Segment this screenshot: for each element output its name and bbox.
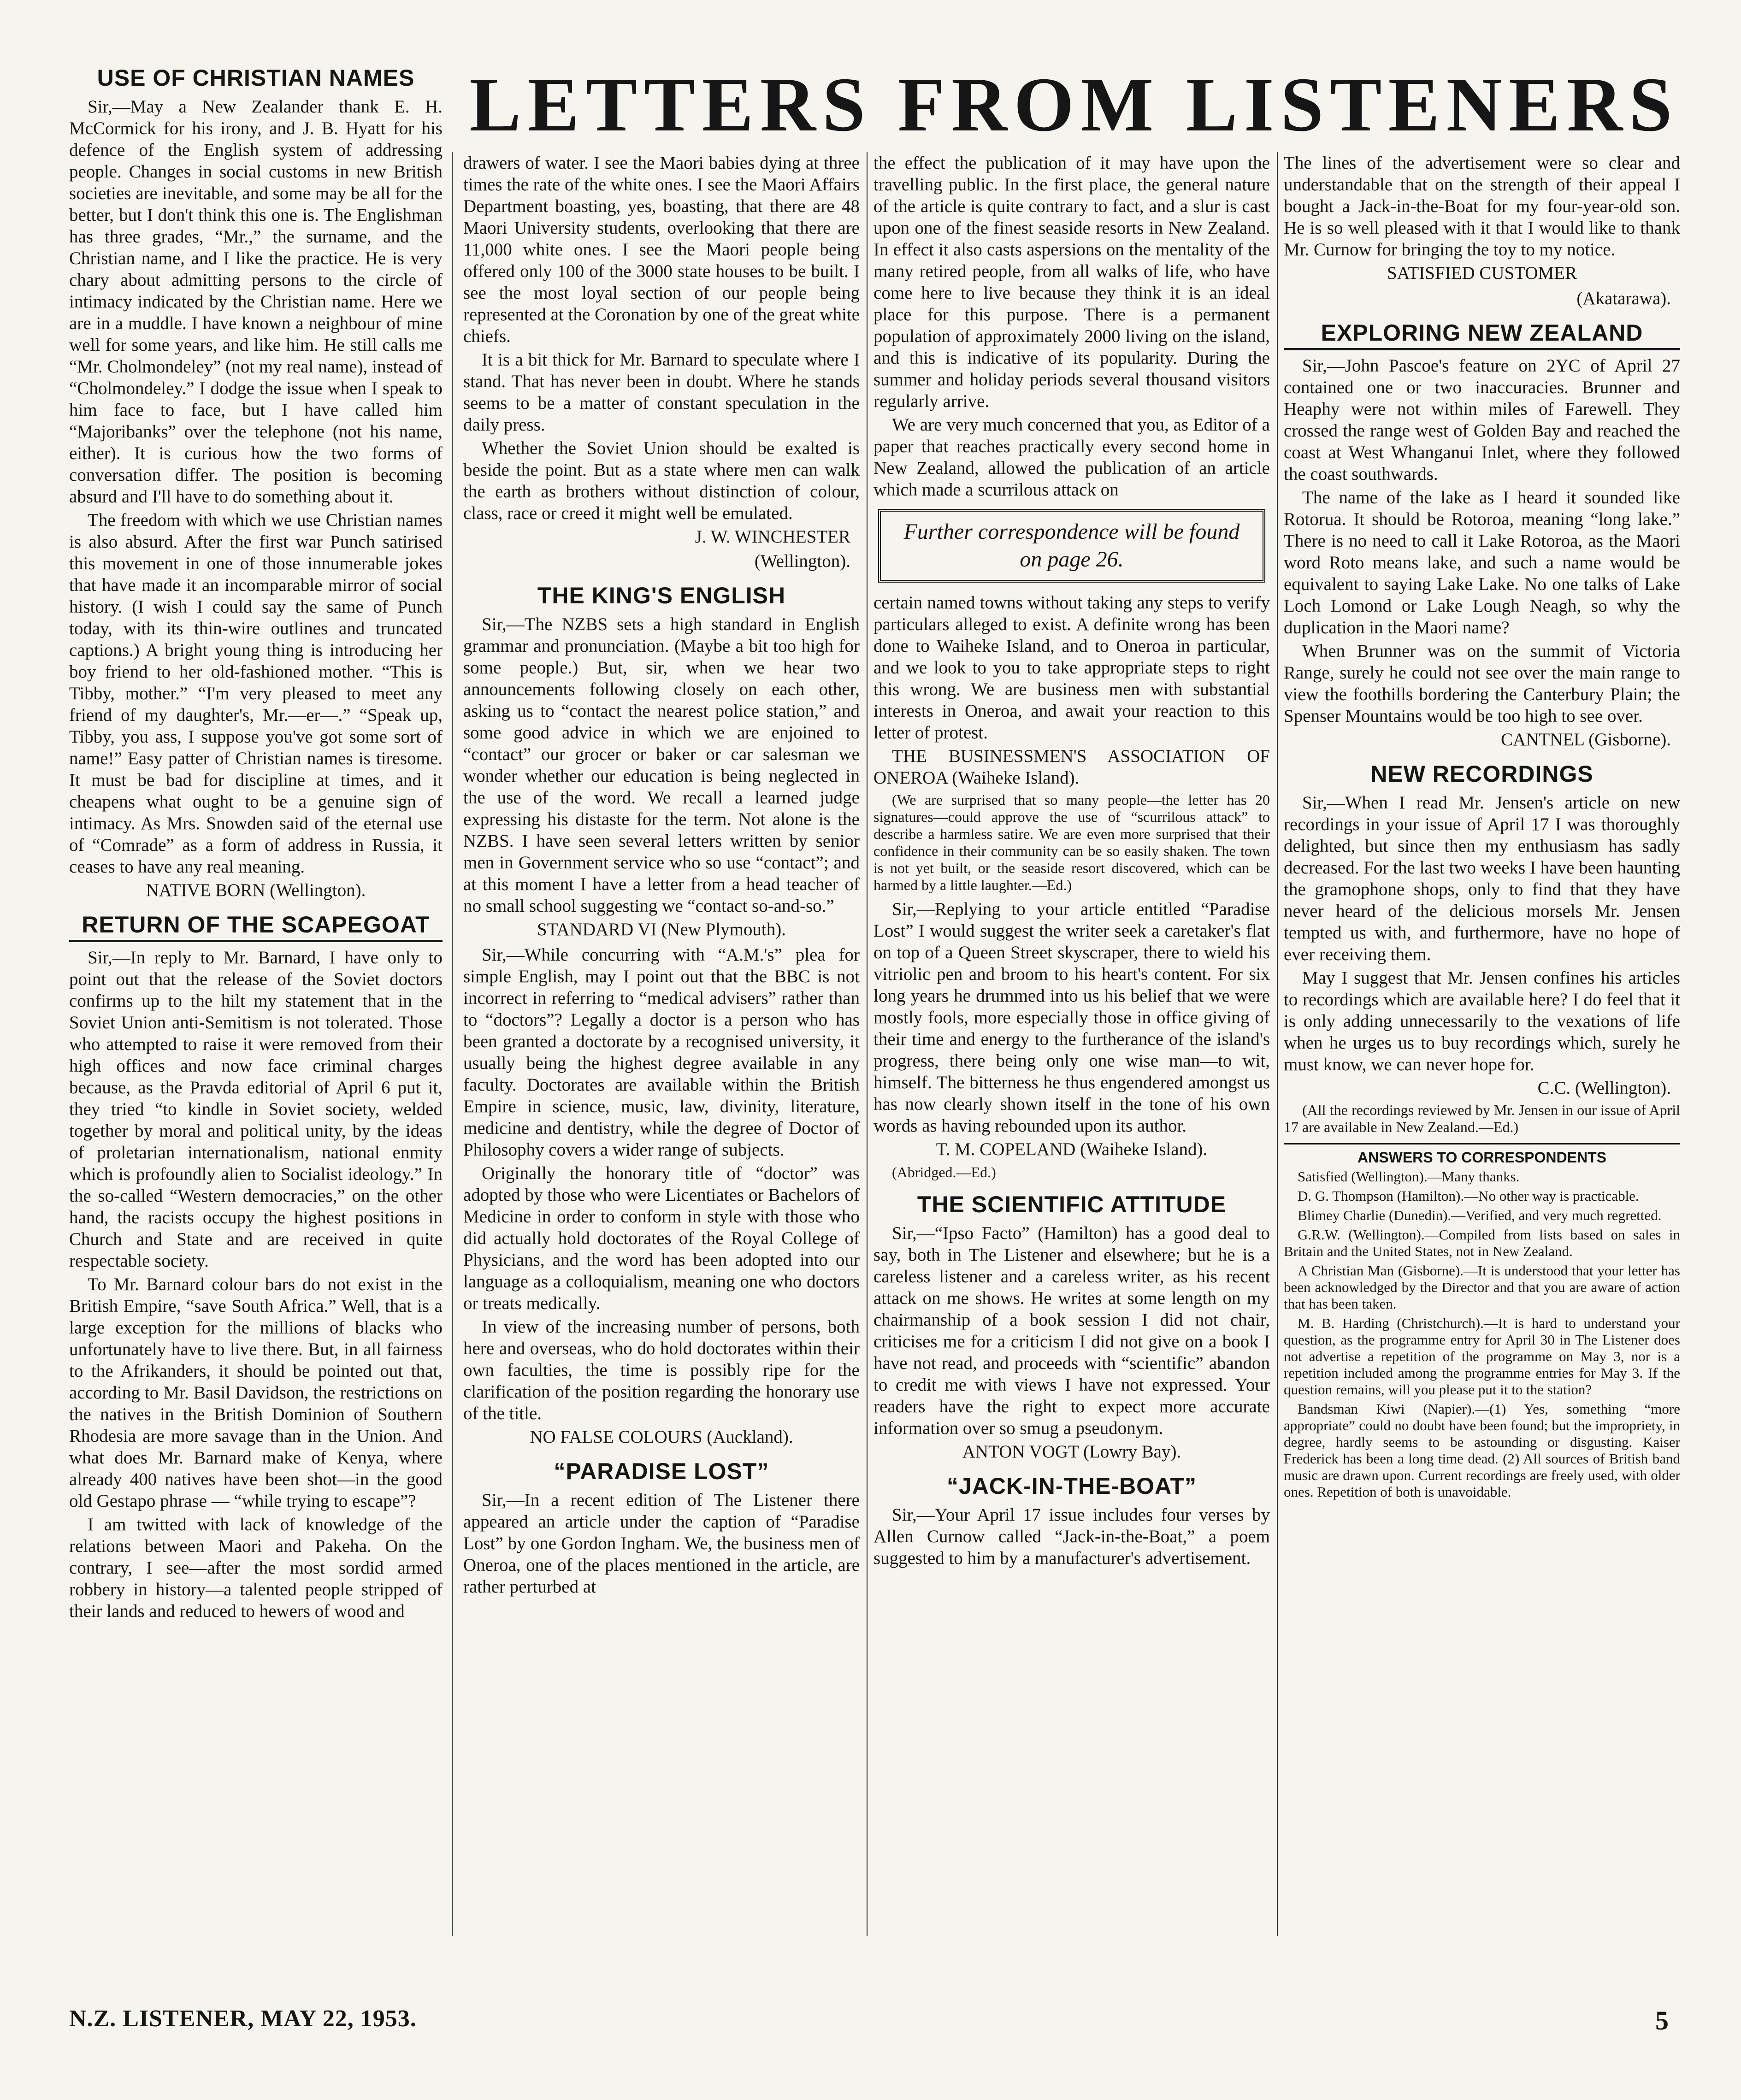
column-rule <box>1277 152 1278 1936</box>
section-heading: “PARADISE LOST” <box>554 1458 769 1484</box>
letter-paragraph: I am twitted with lack of knowledge of the relations between Maori and Pakeha. On the contrary, I see—after the most sordid armed robbery in history—a talented people stripped of their lands and reduced to hewers of wood and <box>69 1515 443 1621</box>
letter-paragraph: Sir,—Replying to your article entitled “Paradise Lost” I would suggest the writer seek a caretaker's flat on top of a Queen Street skyscraper, there to wield his vitriolic pen and broom to his heart's content. For six long years he drummed into us his belief that we were mostly fools, more especially those in office giving of their time and energy to the furtherance of the island's progress, there being only one wise man—to wit, himself. The bitterness he thus engendered amongst us has now clearly shown itself in the tone of his own words as having rebounded upon its author. <box>873 899 1270 1136</box>
page-number: 5 <box>1655 2006 1669 2035</box>
letter-paragraph: Sir,—In reply to Mr. Barnard, I have only to point out that the release of the Soviet doctors confirms up to the hilt my statement that in the Soviet Union anti-Semitism is not tolerated. Those who attempted to raise it were removed from their high offices and now face criminal charges because, as the Pravda editorial of April 6 put it, they tried “to kindle in Soviet society, welded together by moral and political unity, by the ideas of proletarian internationalism, national enmity which is profoundly alien to Socialist ideology.” In the so-called “Western democracies,” on the other hand, the racists occupy the highest positions in Church and State and are received in quite respectable society. <box>69 948 443 1271</box>
column-rule <box>867 152 868 1936</box>
editor-note: (Abridged.—Ed.) <box>892 1164 996 1180</box>
letter-signature-location: (Akatarawa). <box>1576 289 1671 308</box>
letter-paragraph: In view of the increasing number of persons, both here and overseas, who do hold doctorates within their own faculties, the time is possibly ripe for the clarification of the position regarding the honorary use of the title. <box>463 1317 860 1423</box>
letter-paragraph: Sir,—While concurring with “A.M.'s” plea for simple English, may I point out that the BBC is not incorrect in referring to “medical advisers” rather than to “doctors”? Legally a doctor is a person who has been granted a doctorate by a recognised university, it usually being the highest degree available in any faculty. Doctorates are available within the British Empire in science, music, law, divinity, literature, medicine and dentistry, while the degree of Doctor of Philosophy covers a wider range of subjects. <box>463 945 860 1160</box>
letter-paragraph: the effect the publication of it may have upon the travelling public. In the first place, the general nature of the article is quite contrary to fact, and a slur is cast upon one of the finest seaside resorts in New Zealand. In effect it also casts aspersions on the mentality of the many retired people, from all walks of life, who have come here to live because they think it is an ideal place for this purpose. There is a permanent population of approximately 2000 living on the island, and this is indicative of its popularity. During the summer and holiday periods several thousand visitors regularly arrive. <box>873 153 1270 411</box>
answer-item: Blimey Charlie (Dunedin).—Verified, and very much regretted. <box>1298 1207 1662 1223</box>
answer-item: Bandsman Kiwi (Napier).—(1) Yes, something “more appropriate” could no doubt have been found; but the impropriety, in degree, hardly seems to be astounding or disgusting. Kaiser Frederick has been a long time dead. (2) All sources of British band music are drawn upon. Current recordings are freely used, with older ones. Repetition of both is unavoidable. <box>1284 1401 1680 1500</box>
letter-paragraph: Sir,—“Ipso Facto” (Hamilton) has a good deal to say, both in The Listener and elsewhere; but he is a careless listener and a careless writer, as his recent attack on me shows. He writes at some length on my chairmanship of a book session I did not chair, criticises me for a criticism I did not give on a book I have not read, and proceeds with “scientific” abandon to credit me with views I have not expressed. Your readers have the right to expect more accurate information over so smug a pseudonym. <box>873 1223 1270 1438</box>
answer-item: Satisfied (Wellington).—Many thanks. <box>1298 1168 1520 1185</box>
letter-paragraph: To Mr. Barnard colour bars do not exist in the British Empire, “save South Africa.” Well, that is a large exception for the millions of blacks who unfortunately have to live there. But, in all fairness to the Afrikanders, it should be pointed out that, according to Mr. Basil Davidson, the restrictions on the natives in the British Dominion of Southern Rhodesia are more savage than in the Union. And what does Mr. Barnard make of Kenya, where already 400 natives have been shot—in the good old Gestapo phrase — “while trying to escape”? <box>69 1274 443 1511</box>
letter-paragraph: Sir,—May a New Zealander thank E. H. McCormick for his irony, and J. B. Hyatt for his defence of the English system of addressing people. Changes in social customs in new British societies are inevitable, and some may be all for the better, but I don't think this one is. The Englishman has three grades, “Mr.,” the surname, and the Christian name, and I like the practice. He is very chary about admitting persons to the circle of intimacy indicated by the Christian name. Here we are in a muddle. I have known a neighbour of mine well for some years, and like him. He still calls me “Mr. Cholmondeley” (not my real name), instead of “Cholmondeley.” I dodge the issue when I speak to him face to face, but I have called him “Majoribanks” over the telephone (not his name, either). It is curious how the two forms of conversation differ. The position is becoming absurd and I'll have to do something about it. <box>69 97 443 507</box>
column-2 <box>463 152 860 1945</box>
answer-item: G.R.W. (Wellington).—Compiled from lists based on sales in Britain and the United States, not in New Zealand. <box>1284 1227 1680 1259</box>
letter-paragraph: drawers of water. I see the Maori babies dying at three times the rate of the white ones. I see the Maori Affairs Department boasting, yes, boasting, that there are 48 Maori University students, overlooking that there are 11,000 white ones. I see the Maori people being offered only 100 of the 3000 state houses to be built. I see the most loyal section of our people being represented at the Coronation by one of the great white chiefs. <box>463 153 860 346</box>
letter-paragraph: Sir,—Your April 17 issue includes four verses by Allen Curnow called “Jack-in-the-Boat,” a poem suggested to him by a manufacturer's advertisement. <box>873 1505 1270 1568</box>
section-heading: THE SCIENTIFIC ATTITUDE <box>917 1192 1227 1217</box>
letter-paragraph: Originally the honorary title of “doctor” was adopted by those who were Licentiates or Bachelors of Medicine in order to conform in style with those who did actually hold doctorates of the Royal College of Physicians, and the word has been adopted into our language as a colloquialism, meaning one who doctors or treats medically. <box>463 1163 860 1313</box>
letter-paragraph: May I suggest that Mr. Jensen confines his articles to recordings which are available here? I do feel that it is only adding unnecessarily to the vexations of life when he urges us to buy recordings which, surely he must know, we can never hope for. <box>1284 968 1680 1074</box>
answers-to-correspondents <box>1284 1143 1680 1500</box>
letter-signature: NATIVE BORN (Wellington). <box>146 880 366 900</box>
letter-signature: C.C. (Wellington). <box>1537 1078 1671 1098</box>
letter-signature: ANTON VOGT (Lowry Bay). <box>962 1442 1181 1462</box>
letter-paragraph: When Brunner was on the summit of Victoria Range, surely he could not see over the main range to view the foothills bordering the Canterbury Plain; the Spenser Mountains would be too high to see over. <box>1284 641 1680 726</box>
letter-signature: STANDARD VI (New Plymouth). <box>537 920 786 939</box>
letter-signature: T. M. COPELAND (Waiheke Island). <box>936 1139 1208 1159</box>
editor-note: (We are surprised that so many people—the letter has 20 signatures—could approve the use of “scurrilous attack” to describe a harmless satire. We are even more surprised that their confidence in their community can be so easily shaken. The town is not yet built, or the seaside resort discovered, which can be harmed by a little laughter.—Ed.) <box>873 791 1270 893</box>
letter-paragraph: Sir,—In a recent edition of The Listener there appeared an article under the caption of “Paradise Lost” by one Gordon Ingham. We, the business men of Oneroa, one of the places mentioned in the article, are rather perturbed at <box>463 1490 860 1597</box>
answer-item: M. B. Harding (Christchurch).—It is hard to understand your question, as the programme entry for April 30 in The Listener does not advertise a repetition of the programme on May 3, nor is a repetition included among the programme entries for May 3. If the question remains, will you please put it to the station? <box>1284 1315 1680 1398</box>
letter-signature-location: (Wellington). <box>754 551 850 571</box>
letter-paragraph: The lines of the advertisement were so clear and understandable that on the strength of their appeal I bought a Jack-in-the-Boat for my four-year-old son. He is so well pleased with it that I would like to thank Mr. Curnow for bringing the toy to my notice. <box>1284 153 1680 260</box>
further-correspondence-box: Further correspondence will be found on page 26. <box>878 509 1265 583</box>
letter-paragraph: Sir,—When I read Mr. Jensen's article on new recordings in your issue of April 17 I was thoroughly delighted, but since then my enthusiasm has sadly decreased. For the last two weeks I have been haunting the gramophone shops, only to find that they have never heard of the delicious morsels Mr. Jensen tempted us with, and furthermore, have no hope of ever receiving them. <box>1284 793 1680 964</box>
column-4 <box>1284 152 1680 1945</box>
letter-signature: NO FALSE COLOURS (Auckland). <box>530 1427 793 1447</box>
publication-footer: N.Z. LISTENER, MAY 22, 1953. <box>69 2006 417 2032</box>
section-heading: THE KING'S ENGLISH <box>537 583 786 608</box>
letter-paragraph: It is a bit thick for Mr. Barnard to speculate where I stand. That has never been in doubt. Where he stands seems to be a matter of constant speculation in the daily press. <box>463 350 860 435</box>
section-heading: “JACK-IN-THE-BOAT” <box>946 1473 1197 1499</box>
editor-note: (All the recordings reviewed by Mr. Jensen in our issue of April 17 are available in New Zealand.—Ed.) <box>1284 1102 1680 1135</box>
letter-paragraph: Sir,—John Pascoe's feature on 2YC of April 27 contained one or two inaccuracies. Brunner and Heaphy were not within miles of Farewell. They crossed the range west of Golden Bay and reached the coast at West Whanganui Inlet, where they followed the coast southwards. <box>1284 356 1680 484</box>
column-1 <box>69 65 443 1941</box>
letter-signature: J. W. WINCHESTER <box>695 527 850 547</box>
answer-item: A Christian Man (Gisborne).—It is understood that your letter has been acknowledged by the Director and that you are aware of action that has been taken. <box>1284 1262 1680 1312</box>
section-heading: NEW RECORDINGS <box>1370 761 1593 787</box>
section-heading: EXPLORING NEW ZEALAND <box>1284 319 1680 350</box>
letter-paragraph: Whether the Soviet Union should be exalted is beside the point. But as a state where men can walk the earth as brothers without distinction of colour, class, race or creed it might well be emulated. <box>463 438 860 523</box>
section-heading: USE OF CHRISTIAN NAMES <box>97 65 415 91</box>
answers-heading: ANSWERS TO CORRESPONDENTS <box>1357 1149 1606 1166</box>
letter-signature: SATISFIED CUSTOMER <box>1387 263 1577 283</box>
masthead-title: LETTERS FROM LISTENERS <box>469 62 1679 147</box>
letter-paragraph: The name of the lake as I heard it sounded like Rotorua. It should be Rotoroa, meaning “long lake.” There is no need to call it Lake Rotoroa, as the Maori word Roto means lake, and such a name would be equivalent to saying Lake Lake. No one talks of Lake Loch Lomond or Lake Lough Neagh, so why the duplication in the Maori name? <box>1284 488 1680 637</box>
answer-item: D. G. Thompson (Hamilton).—No other way is practicable. <box>1298 1188 1639 1204</box>
letter-signature: THE BUSINESSMEN'S ASSOCIATION OF ONEROA (Waiheke Island). <box>873 746 1270 788</box>
column-3 <box>873 152 1270 1945</box>
letter-paragraph: We are very much concerned that you, as Editor of a paper that reaches practically every second home in New Zealand, allowed the publication of an article which made a scurrilous attack on <box>873 415 1270 500</box>
letter-paragraph: Sir,—The NZBS sets a high standard in English grammar and pronunciation. (Maybe a bit too high for some people.) But, sir, when we hear two announcements following closely on each other, asking us to “contact the nearest police station,” and some good advice in which we are enjoined to “contact” our grocer or baker or car salesman we wonder whether our education is being neglected in the use of the word. We recall a learned judge expressing his distaste for the term. Not alone is the NZBS. I have seen several letters written by senior men in Government service who so use “contact”; and at this moment I have a letter from a head teacher of no small school suggesting we “contact so-and-so.” <box>463 614 860 916</box>
section-heading: RETURN OF THE SCAPEGOAT <box>69 911 443 942</box>
letter-paragraph: certain named towns without taking any steps to verify particulars alleged to exist. A definite wrong has been done to Waiheke Island, and to Oneroa in particular, and we look to you to take appropriate steps to right this wrong. We are business men with substantial interests in Oneroa, and await your reaction to this letter of protest. <box>873 593 1270 743</box>
letter-signature: CANTNEL (Gisborne). <box>1501 730 1671 749</box>
letter-paragraph: The freedom with which we use Christian names is also absurd. After the first war Punch satirised this movement in one of those innumerable jokes that have made it an incomparable mirror of social history. (I wish I could say the same of Punch today, with its thin-wire outlines and truncated captions.) A bright young thing is introducing her boy friend to her old-fashioned mother. “This is Tibby, mother.” “I'm very pleased to meet any friend of my daughter's, Mr.—er—.” “Speak up, Tibby, you ass, I suppose you've got some sort of name!” Easy patter of Christian names is tiresome. It must be bad for discipline at times, and it cheapens what ought to be a genuine sign of intimacy. As Mrs. Snowden said of the eternal use of “Comrade” as a form of address in Russia, it ceases to have any real meaning. <box>69 510 443 877</box>
column-rule <box>452 152 453 1936</box>
